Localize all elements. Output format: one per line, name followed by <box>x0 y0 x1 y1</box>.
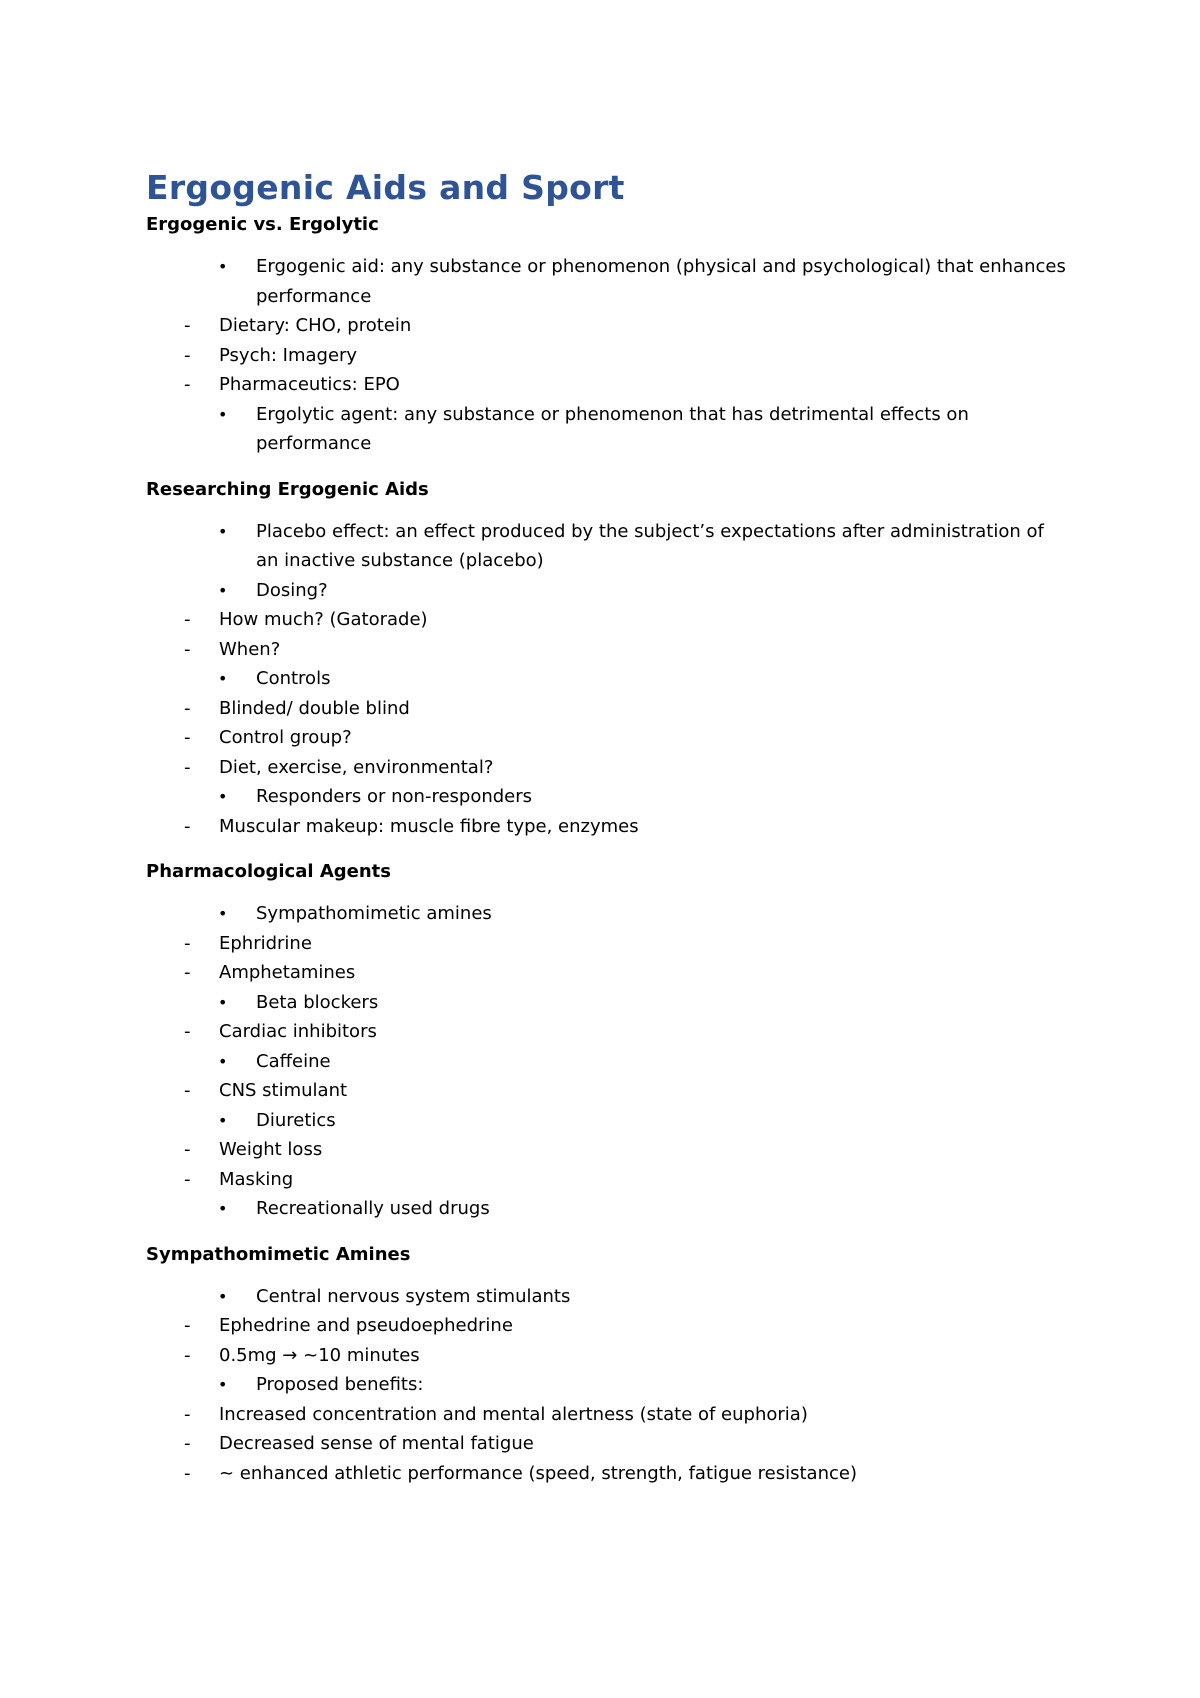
dash-list-item <box>146 370 1066 400</box>
dash-marker: - <box>184 1139 191 1160</box>
list-item-text: Muscular makeup: muscle fibre type, enzymes <box>219 815 639 837</box>
section <box>146 210 1066 459</box>
list-item-text: Decreased sense of mental fatigue <box>219 1433 534 1454</box>
dash-list-item <box>146 1076 1066 1106</box>
bullet-marker: • <box>218 1286 228 1306</box>
dash-marker: - <box>184 932 191 954</box>
dash-marker: - <box>184 1403 191 1425</box>
list-item-text: Diet, exercise, environmental? <box>219 756 494 778</box>
list-item-text: Amphetamines <box>219 962 356 983</box>
bullet-list-item <box>146 1047 1066 1077</box>
bullet-marker: • <box>218 580 228 600</box>
dash-list-item <box>146 1341 1066 1371</box>
dash-list-item <box>146 929 1066 959</box>
section <box>146 857 1066 1224</box>
list-item-text: Responders or non-responders <box>256 786 533 807</box>
section-heading: Ergogenic vs. Ergolytic <box>146 214 379 235</box>
list-item-text: Pharmaceutics: EPO <box>219 374 400 395</box>
dash-marker: - <box>184 1021 191 1042</box>
dash-list-item <box>146 753 1066 783</box>
bullet-list-item <box>146 576 1066 606</box>
bullet-list-item <box>146 1282 1066 1312</box>
bullet-marker: • <box>218 787 228 806</box>
dash-list-item <box>146 1459 1066 1489</box>
dash-list-item <box>146 341 1066 371</box>
list-item-text: Increased concentration and mental alertness (state of euphoria) <box>219 1403 808 1425</box>
list-item-text: Recreationally used drugs <box>256 1198 490 1219</box>
dash-marker: - <box>184 344 191 366</box>
dash-marker: - <box>184 638 191 660</box>
list-item-text: Dietary: CHO, protein <box>219 315 412 336</box>
dash-marker: - <box>184 374 191 395</box>
section-list <box>146 899 1066 1224</box>
dash-marker: - <box>184 727 191 748</box>
list-item-text: Controls <box>256 668 331 689</box>
dash-marker: - <box>184 1080 191 1101</box>
sections-container <box>146 210 1066 1488</box>
dash-marker: - <box>184 1315 191 1336</box>
section <box>146 1240 1066 1489</box>
dash-marker: - <box>184 1433 191 1454</box>
bullet-list-item <box>146 1194 1066 1224</box>
bullet-list-item <box>146 252 1066 311</box>
bullet-list-item <box>146 988 1066 1018</box>
dash-marker: - <box>184 815 191 837</box>
dash-list-item <box>146 1311 1066 1341</box>
dash-list-item <box>146 723 1066 753</box>
document-title: Ergogenic Aids and Sport <box>146 168 625 207</box>
dash-list-item <box>146 812 1066 842</box>
list-item-text: Proposed benefits: <box>256 1374 424 1395</box>
list-item-text: When? <box>219 638 281 660</box>
list-item-text: Diuretics <box>256 1109 336 1131</box>
bullet-list-item <box>146 664 1066 694</box>
dash-list-item <box>146 1165 1066 1195</box>
list-item-text: Ephridrine <box>219 932 312 954</box>
bullet-list-item <box>146 1370 1066 1400</box>
list-item-text: Weight loss <box>219 1139 323 1160</box>
list-item-text: 0.5mg → ~10 minutes <box>219 1344 420 1366</box>
bullet-marker: • <box>218 1375 228 1394</box>
list-item-text: Control group? <box>219 727 352 748</box>
list-item-text: Sympathomimetic amines <box>256 903 492 924</box>
dash-marker: - <box>184 962 191 983</box>
list-item-text: How much? (Gatorade) <box>219 609 428 630</box>
list-item-text: Ephedrine and pseudoephedrine <box>219 1315 513 1336</box>
bullet-marker: • <box>218 992 228 1012</box>
list-item-text: Dosing? <box>256 579 328 601</box>
dash-list-item <box>146 694 1066 724</box>
dash-list-item <box>146 311 1066 341</box>
dash-list-item <box>146 605 1066 635</box>
list-item-text: Cardiac inhibitors <box>219 1021 377 1042</box>
dash-marker: - <box>184 1344 191 1366</box>
section-list <box>146 252 1066 459</box>
dash-list-item <box>146 1135 1066 1165</box>
list-item-text: CNS stimulant <box>219 1080 348 1101</box>
dash-list-item <box>146 958 1066 988</box>
dash-marker: - <box>184 1462 191 1484</box>
bullet-list-item <box>146 1106 1066 1136</box>
dash-list-item <box>146 1429 1066 1459</box>
list-item-text: Ergolytic agent: any substance or phenomenon that has detrimental effects on performance <box>256 403 969 454</box>
bullet-list-item <box>146 400 1066 459</box>
bullet-marker: • <box>218 1110 228 1130</box>
dash-list-item <box>146 635 1066 665</box>
list-item-text: Beta blockers <box>256 991 379 1013</box>
list-item-text: Masking <box>219 1168 294 1190</box>
list-item-text: Caffeine <box>256 1050 331 1072</box>
bullet-marker: • <box>218 669 228 688</box>
list-item-text: ~ enhanced athletic performance (speed, strength, fatigue resistance) <box>219 1462 857 1484</box>
bullet-list-item <box>146 899 1066 929</box>
dash-list-item <box>146 1400 1066 1430</box>
section <box>146 475 1066 842</box>
list-item-text: Central nervous system stimulants <box>256 1285 571 1307</box>
bullet-marker: • <box>218 1199 228 1218</box>
section-heading: Pharmacological Agents <box>146 861 391 882</box>
list-item-text: Blinded/ double blind <box>219 697 410 719</box>
section-heading: Sympathomimetic Amines <box>146 1243 411 1265</box>
bullet-marker: • <box>218 1051 228 1071</box>
bullet-marker: • <box>218 257 228 276</box>
bullet-marker: • <box>218 521 228 541</box>
dash-marker: - <box>184 756 191 778</box>
dash-list-item <box>146 1017 1066 1047</box>
bullet-list-item <box>146 517 1066 576</box>
document-body <box>146 166 1066 1488</box>
list-item-text: Ergogenic aid: any substance or phenomenon (physical and psychological) that enhances performance <box>256 256 1066 307</box>
dash-marker: - <box>184 315 191 336</box>
bullet-marker: • <box>218 904 228 923</box>
section-list <box>146 517 1066 842</box>
list-item-text: Placebo effect: an effect produced by the subject’s expectations after administration of an inactive substance (placebo) <box>256 520 1044 571</box>
bullet-list-item <box>146 782 1066 812</box>
dash-marker: - <box>184 697 191 719</box>
list-item-text: Psych: Imagery <box>219 344 358 366</box>
section-heading: Researching Ergogenic Aids <box>146 478 429 500</box>
dash-marker: - <box>184 609 191 630</box>
dash-marker: - <box>184 1168 191 1190</box>
section-list <box>146 1282 1066 1489</box>
bullet-marker: • <box>218 404 228 424</box>
